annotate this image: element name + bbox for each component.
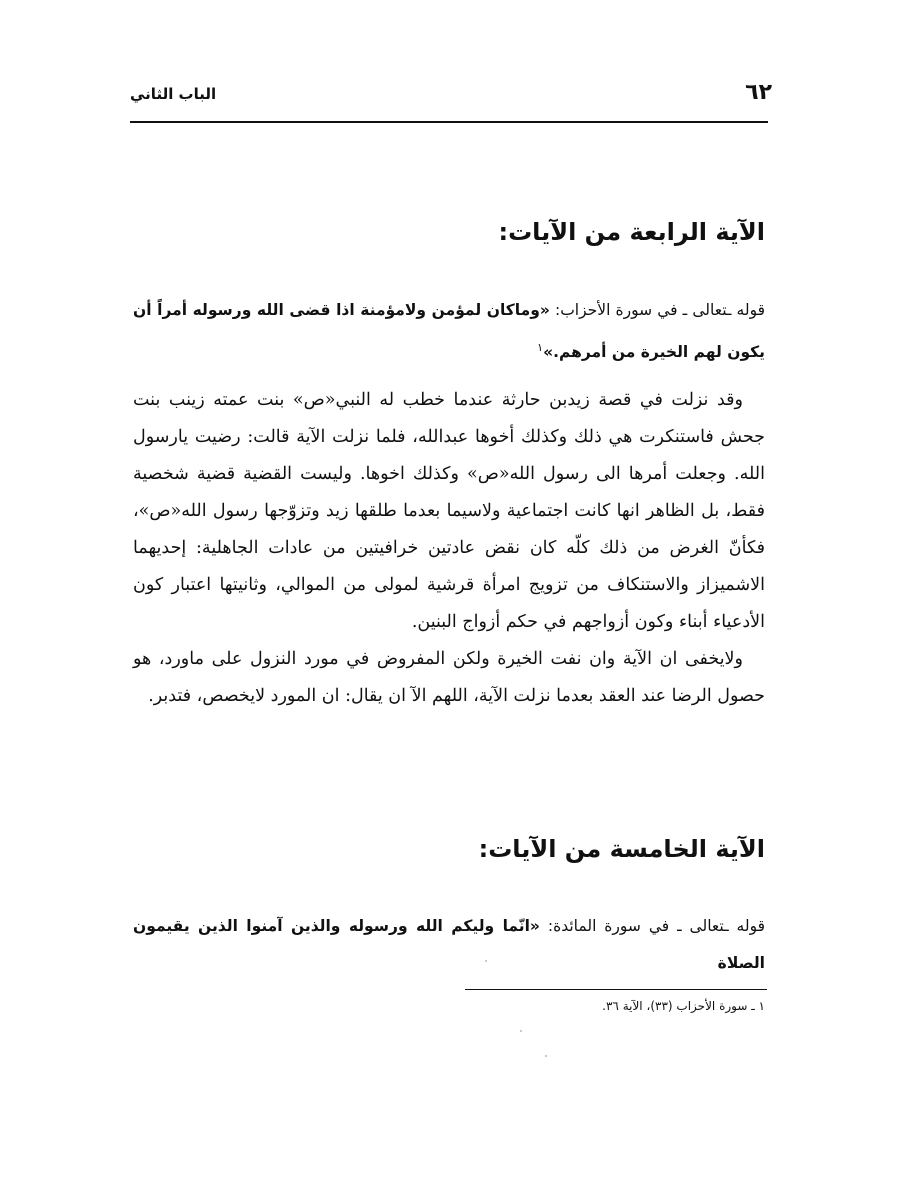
scan-speck — [520, 1030, 522, 1032]
paragraph: وقد نزلت في قصة زيدبن حارثة عندما خطب له النبي«ص» بنت عمته زينب بنت جحش فاستنكرت هي ذلك وكذلك أخوها عبدالله، فلما نزلت الآية قالت: رضيت يارسول الله. وجعلت أمرها الى رسول الله«ص» وكذلك اخوها. وليست القضية قضية شخصية فقط، بل الظاهر انها كانت اجتماعية ولاسيما بعدما طلقها زيد وتزوّجها رسول الله«ص»، فكأنّ الغرض من ذلك كلّه كان نقض عادتين خرافيتين من عادات الجاهلية: إحديهما الاشميزاز والاستنكاف من تزويج امرأة قرشية لمولى من الموالي، وثانيتها اعتبار كون الأدعياء أبناء وكون أزواجهم في حكم أزواج البنين. — [133, 390, 765, 632]
quote-intro: قوله ـتعالى ـ في سورة المائدة: — [539, 917, 765, 935]
paragraph: ولايخفى ان الآية وان نفت الخيرة ولكن المفروض في مورد النزول على ماورد، هو حصول الرضا عند العقد بعدما نزلت الآية، اللهم الآ ان يقال: ان المورد لايخصص، فتدبر. — [133, 649, 765, 706]
body-text — [133, 382, 765, 715]
quote-intro: قوله ـتعالى ـ في سورة الأحزاب: — [549, 301, 765, 319]
quote-block-ahzab — [133, 292, 765, 371]
quote-block-maida — [133, 908, 765, 982]
quote-verse-text: «انّما وليكم الله ورسوله والذين آمنوا الذين يقيمون الصلاة — [133, 917, 765, 972]
footnote-rule — [465, 989, 767, 990]
scan-speck — [485, 960, 487, 962]
running-title: الباب الثاني — [130, 85, 217, 103]
section-heading-fifth-verse: الآية الخامسة من الآيات: — [478, 835, 765, 863]
footnote: ١ ـ سورة الأحزاب (٣٣)، الآية ٣٦. — [602, 999, 765, 1013]
footnote-reference: ١ — [537, 341, 544, 354]
header-rule — [130, 121, 768, 123]
page-number: ٦٢ — [745, 80, 772, 105]
section-heading-fourth-verse: الآية الرابعة من الآيات: — [498, 218, 765, 246]
quote-verse-text: «وماكان لمؤمن ولامؤمنة اذا قضى الله ورسوله أمراً أن يكون لهم الخيرة من أمرهم.» — [133, 301, 765, 362]
scan-speck — [545, 1055, 547, 1057]
